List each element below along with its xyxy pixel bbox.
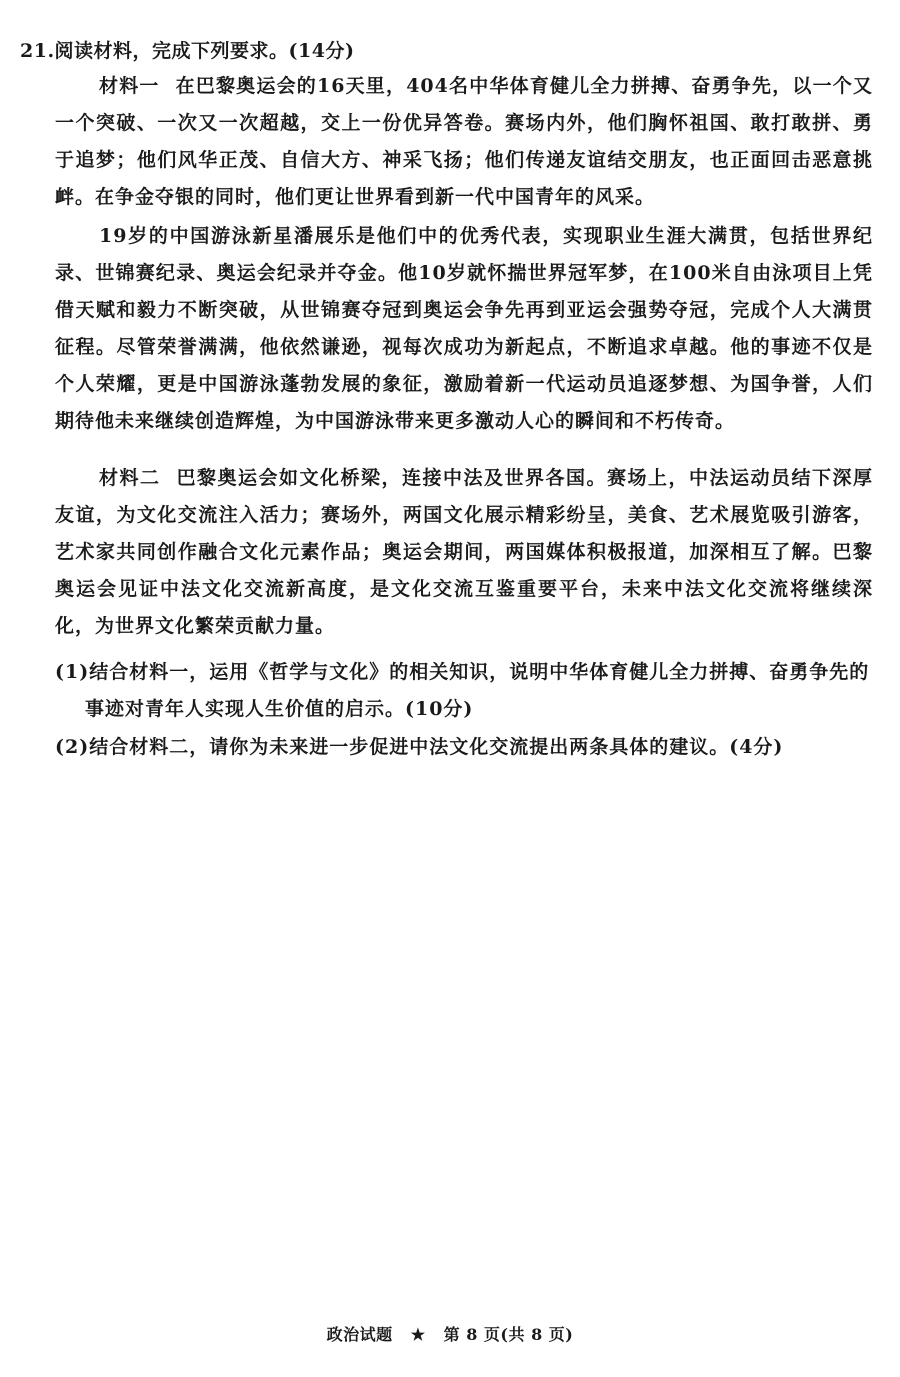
sub-question-1 bbox=[55, 654, 875, 728]
sub-question-2 bbox=[55, 729, 875, 766]
material-one-text-1: 在巴黎奥运会的16天里，404名中华体育健儿全力拼搏、奋勇争先，以一个又一个突破、一次又一次超越，交上一份优异答卷。赛场内外，他们胸怀祖国、敢打敢拼、勇于追梦；他们风华正茂、自信大方、神采飞扬；他们传递友谊结交朋友，也正面回击恶意挑衅。在争金夺银的同时，他们更让世界看到新一代中国青年的风采。 bbox=[55, 75, 873, 208]
sub-question-1-line-1: (1)结合材料一，运用《哲学与文化》的相关知识，说明中华体育健儿全力拼搏、奋勇争先的 bbox=[55, 661, 870, 683]
material-one-paragraph-2: 19岁的中国游泳新星潘展乐是他们中的优秀代表，实现职业生涯大满贯，包括世界纪录、世锦赛纪录、奥运会纪录并夺金。他10岁就怀揣世界冠军梦，在100米自由泳项目上凭借天赋和毅力不断突破，从世锦赛夺冠到奥运会争先再到亚运会强势夺冠，完成个人大满贯征程。尽管荣誉满满，他依然谦逊，视每次成功为新起点，不断追求卓越。他的事迹不仅是个人荣耀，更是中国游泳蓬勃发展的象征，激励着新一代运动员追逐梦想、为国争誉，人们期待他未来继续创造辉煌，为中国游泳带来更多激动人心的瞬间和不朽传奇。 bbox=[55, 225, 873, 432]
material-one-paragraph-1 bbox=[55, 68, 873, 216]
material-one-label: 材料一 bbox=[99, 75, 160, 97]
question-heading: 21.阅读材料，完成下列要求。(14分) bbox=[20, 40, 355, 62]
footer-page-number: 第 8 页(共 8 页) bbox=[443, 1325, 574, 1344]
material-two-paragraph bbox=[55, 460, 873, 645]
page-footer bbox=[0, 1322, 900, 1345]
sub-question-1-line-2: 事迹对青年人实现人生价值的启示。(10分) bbox=[85, 698, 474, 720]
material-two-text: 巴黎奥运会如文化桥梁，连接中法及世界各国。赛场上，中法运动员结下深厚友谊，为文化交流注入活力；赛场外，两国文化展示精彩纷呈，美食、艺术展览吸引游客，艺术家共同创作融合文化元素作品；奥运会期间，两国媒体积极报道，加深相互了解。巴黎奥运会见证中法文化交流新高度，是文化交流互鉴重要平台，未来中法文化交流将继续深化，为世界文化繁荣贡献力量。 bbox=[55, 467, 873, 637]
footer-subject: 政治试题 bbox=[326, 1325, 393, 1344]
star-icon: ★ bbox=[410, 1325, 426, 1344]
sub-question-2-line-1: (2)结合材料二，请你为未来进一步促进中法文化交流提出两条具体的建议。(4分) bbox=[55, 736, 784, 758]
material-two-label: 材料二 bbox=[99, 467, 161, 489]
